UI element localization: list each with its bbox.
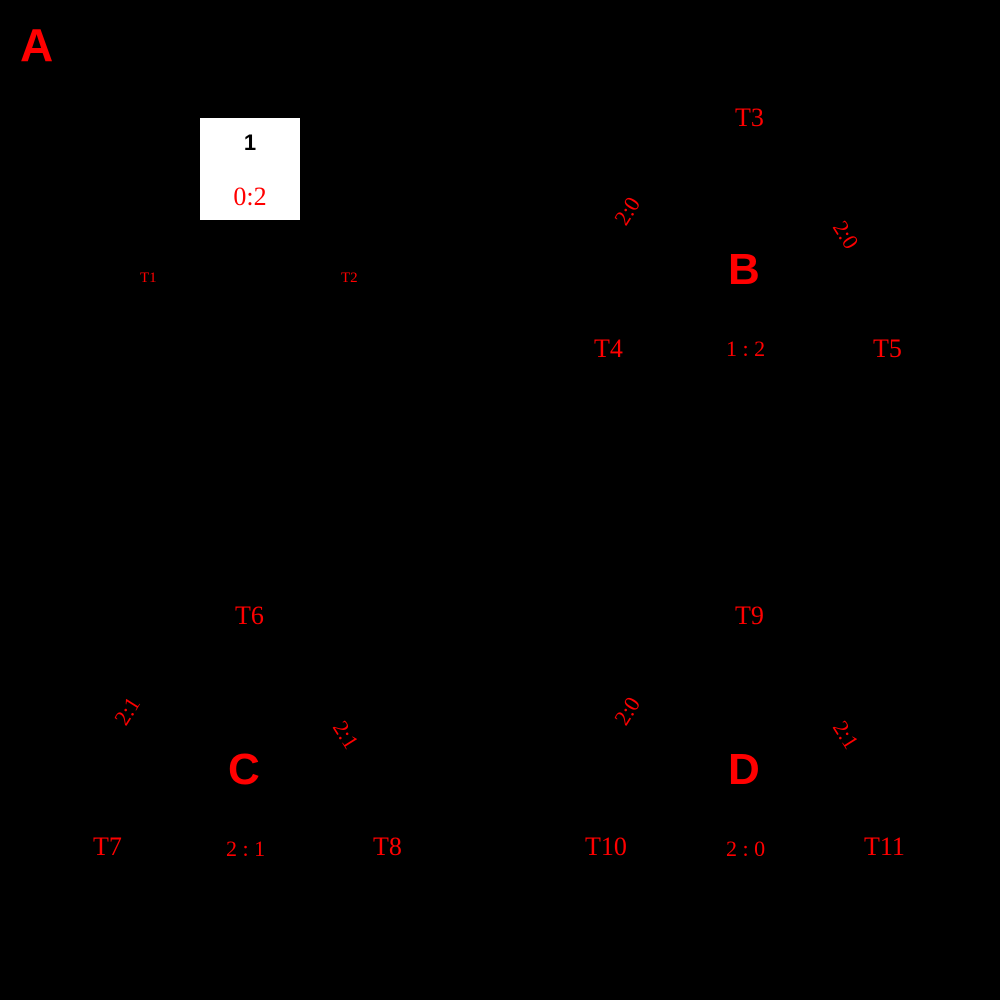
root-value-d: 2 : 0	[726, 836, 766, 861]
info-box-value: 0:2	[233, 182, 267, 211]
edge-label-c-left: 2:1	[108, 692, 146, 730]
leaf-t7: T7	[93, 832, 122, 861]
node-letter-d: D	[728, 745, 760, 794]
leaf-t4: T4	[594, 334, 623, 363]
edge-label-d-right: 2:1	[827, 716, 864, 754]
root-value-c: 2 : 1	[226, 836, 266, 861]
leaf-t11: T11	[864, 832, 905, 861]
node-t3: T3	[735, 103, 764, 132]
leaf-t2: T2	[341, 270, 358, 286]
root-value-b: 1 : 2	[726, 336, 766, 361]
panel-label-a: A	[20, 19, 54, 71]
leaf-t1: T1	[140, 270, 157, 286]
edge-label-b-left: 2:0	[608, 192, 646, 230]
leaf-t8: T8	[373, 832, 402, 861]
node-t6: T6	[235, 601, 264, 630]
node-letter-b: B	[728, 245, 760, 294]
node-t9: T9	[735, 601, 764, 630]
node-letter-c: C	[228, 745, 260, 794]
leaf-t10: T10	[585, 832, 627, 861]
leaf-t5: T5	[873, 334, 902, 363]
info-box-title: 1	[243, 130, 257, 155]
edge-label-b-right: 2:0	[827, 216, 864, 254]
info-box	[200, 118, 300, 220]
edge-label-c-right: 2:1	[327, 716, 364, 754]
edge-label-d-left: 2:0	[608, 692, 646, 730]
